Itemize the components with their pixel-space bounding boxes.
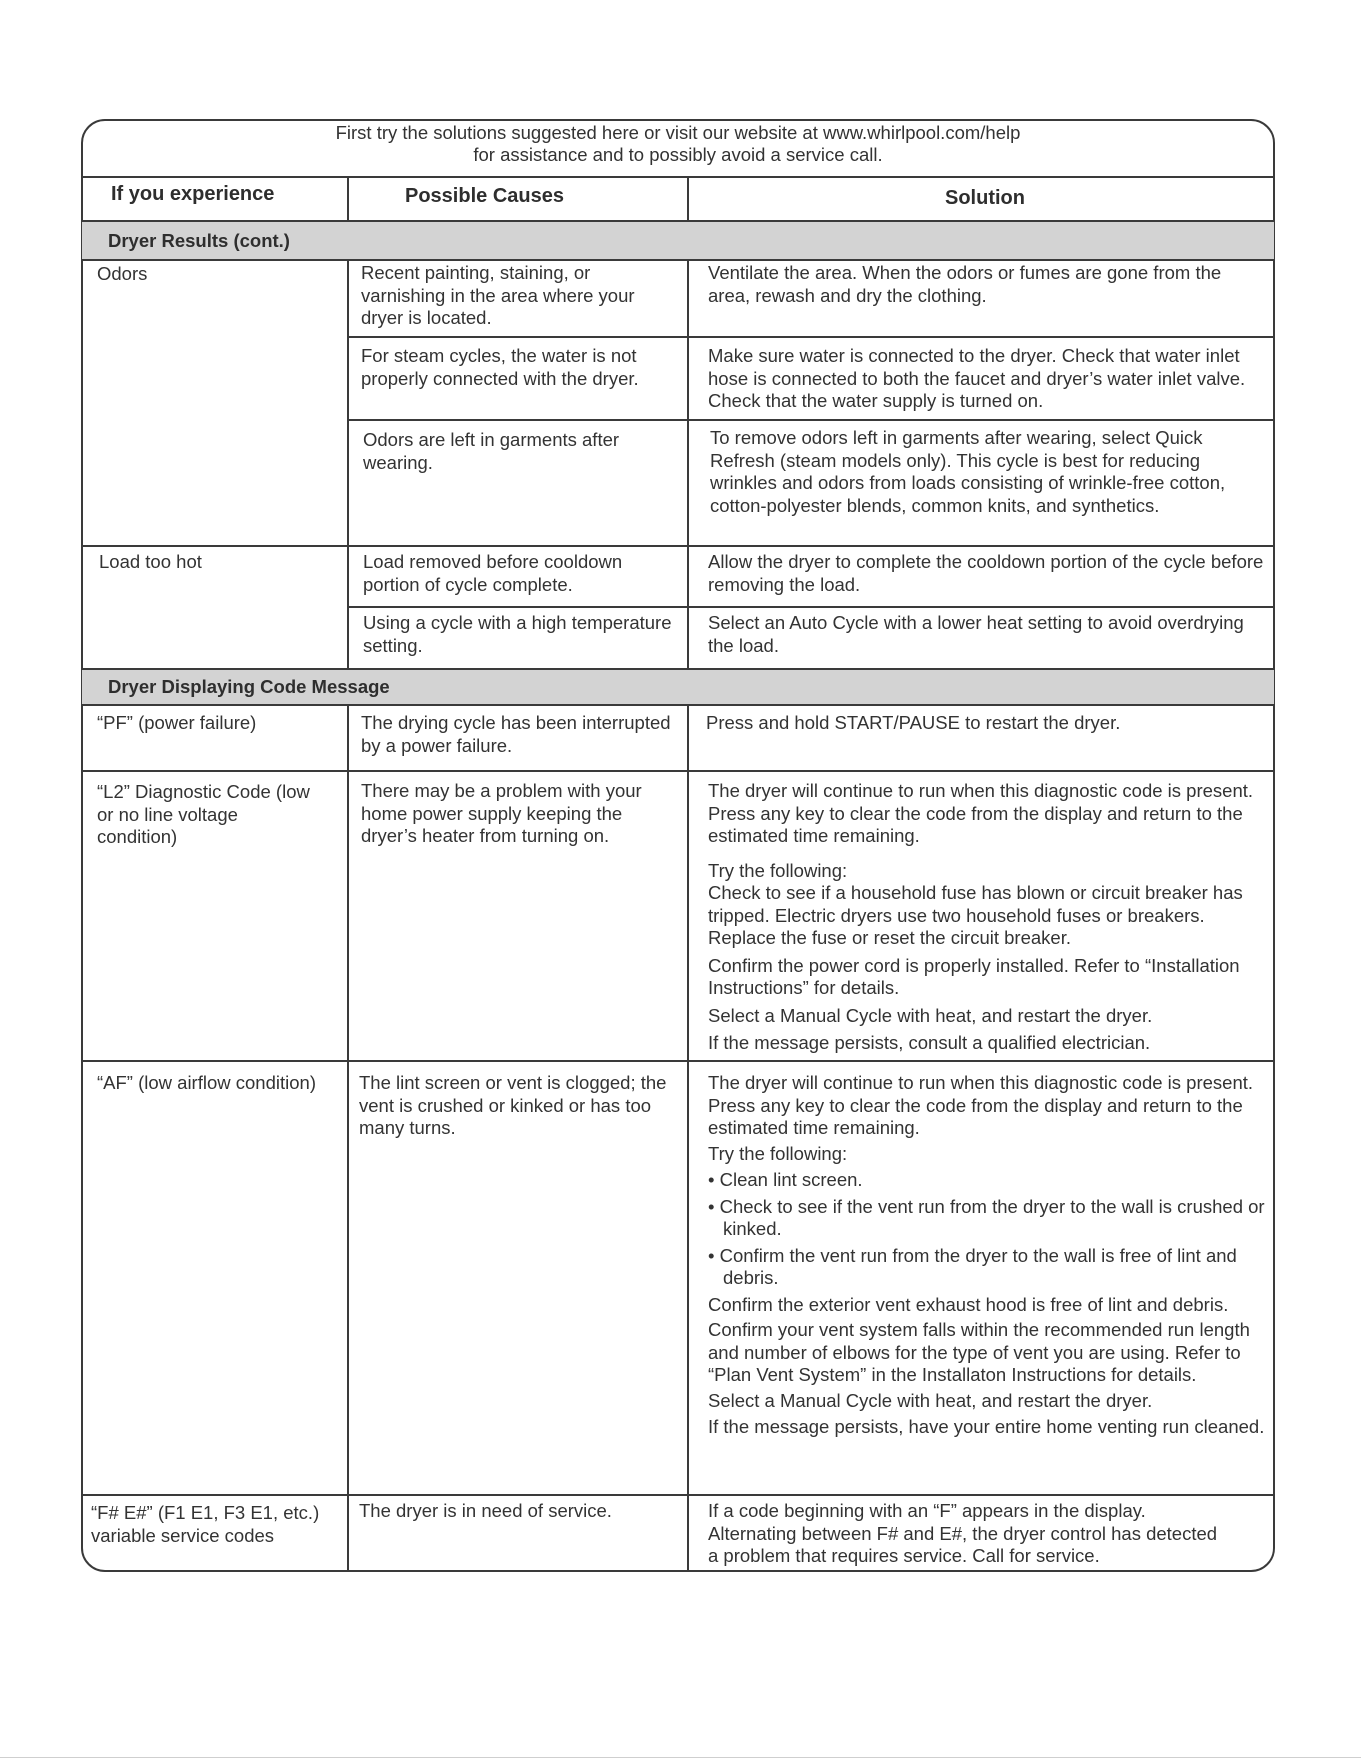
rule-l2-end: [82, 1060, 1274, 1062]
solution-af-p7: Confirm your vent system falls within the recommended run length and number of elbows for the type of vent you are using. Refer to “Plan Vent System” in the Installaton Instructions for details.: [708, 1319, 1250, 1385]
solution-l2-p4: Confirm the power cord is properly installed. Refer to “Installation Instructions” for details.: [708, 954, 1240, 998]
solution-l2-p6: If the message persists, consult a qualified electrician.: [708, 1032, 1151, 1053]
solution-l2-p2: Try the following:: [708, 859, 848, 881]
header-causes: Possible Causes: [405, 185, 564, 207]
solution-af-p9: If the message persists, have your entire home venting run cleaned.: [708, 1416, 1265, 1437]
rule-under-section-codes: [82, 704, 1274, 706]
cause-odors-2: For steam cycles, the water is not properly connected with the dryer.: [361, 345, 639, 389]
intro-line-2: for assistance and to possibly avoid a service call.: [473, 144, 883, 165]
rule-under-section-results: [82, 259, 1274, 261]
solution-af-p1: The dryer will continue to run when this diagnostic code is present. Press any key to clear the code from the display and return to the estimated time remaining.: [708, 1072, 1254, 1138]
experience-af: “AF” (low airflow condition): [97, 1072, 316, 1093]
rule-above-section-codes: [82, 668, 1274, 670]
vrule-header-2: [687, 177, 689, 222]
cause-pf: The drying cycle has been interrupted by a power failure.: [361, 712, 671, 756]
cause-af: The lint screen or vent is clogged; the vent is crushed or kinked or has too many turns.: [359, 1072, 667, 1138]
cause-fe: The dryer is in need of service.: [359, 1500, 612, 1521]
cause-l2: There may be a problem with your home power supply keeping the dryer’s heater from turning on.: [361, 780, 642, 846]
rule-pf-end: [82, 770, 1274, 772]
solution-af: [708, 1072, 1274, 1439]
cause-load-hot-1: Load removed before cooldown portion of cycle complete.: [363, 551, 623, 595]
rule-loadhot-1: [348, 606, 1274, 608]
solution-pf: Press and hold START/PAUSE to restart the dryer.: [706, 712, 1121, 733]
experience-fe: “F# E#” (F1 E1, F3 E1, etc.) variable service codes: [91, 1502, 320, 1546]
vrule-header-1: [347, 177, 349, 222]
header-experience: If you experience: [111, 183, 275, 205]
solution-af-p4: • Check to see if the vent run from the dryer to the wall is crushed or kinked.: [708, 1195, 1265, 1239]
rule-under-header: [82, 220, 1274, 222]
rule-odors-end: [82, 545, 1274, 547]
solution-odors-2: Make sure water is connected to the dryer. Check that water inlet hose is connected to both the faucet and dryer’s water inlet valve. Check that the water supply is turned on.: [708, 345, 1246, 411]
vrule-results-2: [687, 260, 689, 669]
vrule-results-1: [347, 260, 349, 669]
experience-pf: “PF” (power failure): [97, 712, 257, 733]
solution-load-hot-2: Select an Auto Cycle with a lower heat setting to avoid overdrying the load.: [708, 612, 1244, 656]
rule-af-end: [82, 1494, 1274, 1496]
solution-odors-1: Ventilate the area. When the odors or fumes are gone from the area, rewash and dry the clothing.: [708, 262, 1222, 306]
experience-odors: Odors: [97, 263, 148, 284]
solution-af-p3: • Clean lint screen.: [708, 1169, 863, 1190]
solution-fe: If a code beginning with an “F” appears in the display. Alternating between F# and E#, the dryer control has detected a problem that requires service. Call for service.: [708, 1500, 1218, 1566]
experience-l2: “L2” Diagnostic Code (low or no line voltage condition): [97, 781, 310, 847]
solution-l2-p5: Select a Manual Cycle with heat, and restart the dryer.: [708, 1004, 1153, 1026]
intro-line-1: First try the solutions suggested here or visit our website at www.whirlpool.com/help: [335, 122, 1021, 143]
experience-load-too-hot: Load too hot: [99, 551, 202, 572]
section-title-results: Dryer Results (cont.): [108, 230, 290, 251]
cause-load-hot-2: Using a cycle with a high temperature setting.: [363, 612, 672, 656]
solution-af-p6: Confirm the exterior vent exhaust hood is free of lint and debris.: [708, 1293, 1229, 1315]
solution-l2: [708, 780, 1268, 1055]
page-bottom-rule: [0, 1757, 1361, 1758]
solution-af-p5: • Confirm the vent run from the dryer to the wall is free of lint and debris.: [708, 1244, 1237, 1288]
cause-odors-3: Odors are left in garments after wearing.: [363, 429, 620, 473]
solution-l2-p1: The dryer will continue to run when this diagnostic code is present. Press any key to clear the code from the display and return to the estimated time remaining.: [708, 780, 1254, 846]
cause-odors-1: Recent painting, staining, or varnishing in the area where your dryer is located.: [361, 262, 635, 328]
solution-af-p2: Try the following:: [708, 1142, 848, 1164]
solution-af-p8: Select a Manual Cycle with heat, and restart the dryer.: [708, 1389, 1153, 1411]
vrule-codes-1: [347, 705, 349, 1571]
rule-under-intro: [82, 176, 1274, 178]
solution-l2-p3: Check to see if a household fuse has blown or circuit breaker has tripped. Electric dryers use two household fuses or breakers. Replace the fuse or reset the circuit breaker.: [708, 882, 1243, 948]
vrule-codes-2: [687, 705, 689, 1571]
section-title-codes: Dryer Displaying Code Message: [108, 676, 390, 697]
rule-odors-1: [348, 336, 1274, 338]
solution-odors-3: To remove odors left in garments after wearing, select Quick Refresh (steam models only). This cycle is best for reducing wrinkles and odors from loads consisting of wrinkle-free cotton, cotton-polyester blends, common knits, and synthetics.: [710, 427, 1226, 516]
header-solution: Solution: [945, 187, 1025, 209]
solution-load-hot-1: Allow the dryer to complete the cooldown portion of the cycle before removing the load.: [708, 551, 1264, 595]
rule-odors-2: [348, 419, 1274, 421]
